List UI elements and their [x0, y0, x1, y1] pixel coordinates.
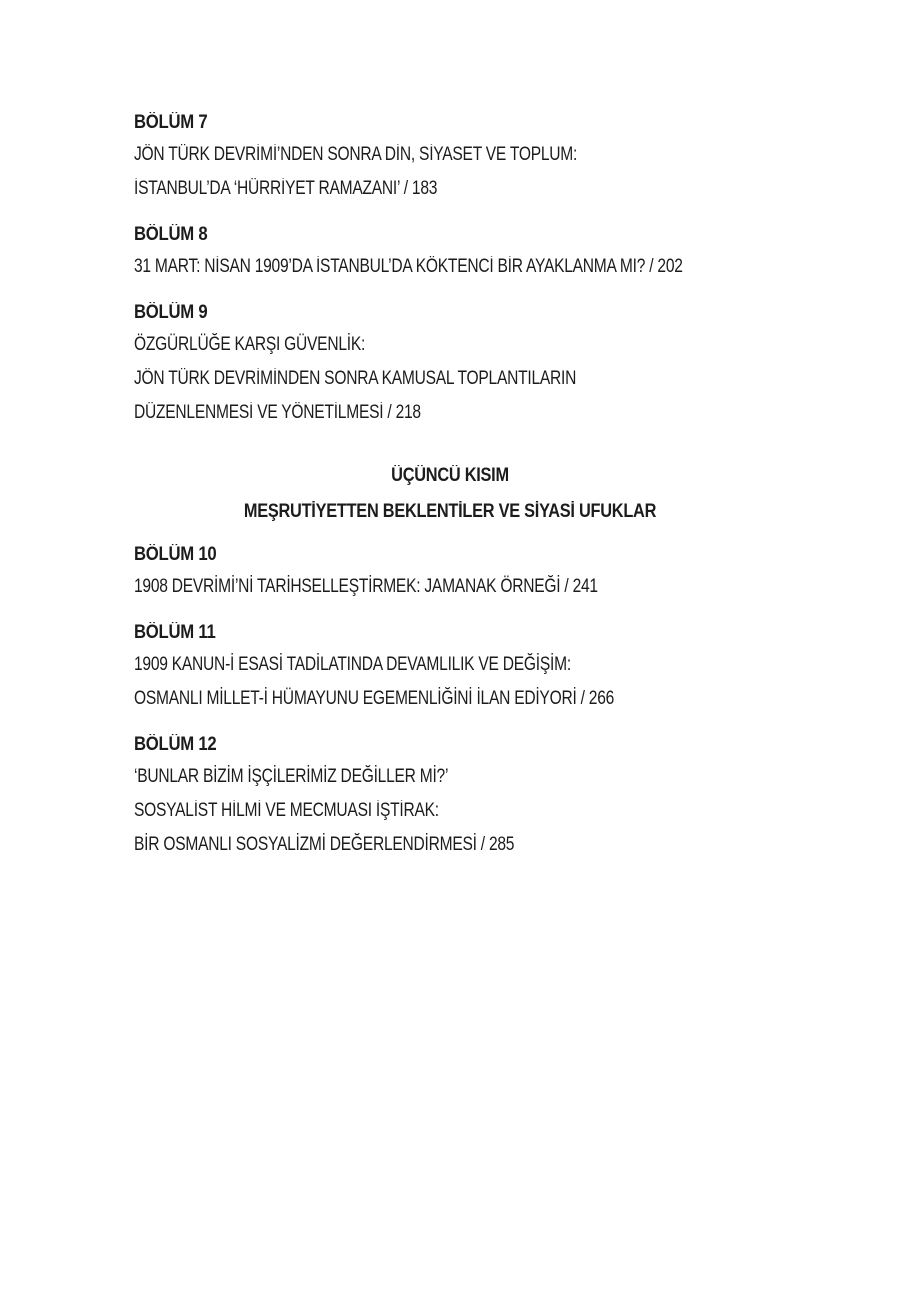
chapter-label: BÖLÜM 7 — [134, 112, 208, 133]
chapter-entry-8 — [134, 220, 834, 284]
chapter-title-line: 31 MART: NİSAN 1909’DA İSTANBUL’DA KÖKTENCİ BİR AYAKLANMA MI? / 202 — [134, 256, 683, 277]
chapter-label: BÖLÜM 8 — [134, 224, 208, 245]
part-subtitle: MEŞRUTİYETTEN BEKLENTİLER VE SİYASİ UFUKLAR — [243, 501, 657, 522]
chapter-title-line: ‘BUNLAR BİZİM İŞÇİLERİMİZ DEĞİLLER Mİ?’ — [134, 766, 449, 787]
chapter-entry-11 — [134, 618, 834, 716]
chapter-entry-7 — [134, 108, 834, 206]
chapter-title-line: SOSYALİST HİLMİ VE MECMUASI İŞTİRAK: — [134, 800, 439, 821]
chapter-entry-10 — [134, 540, 834, 604]
chapter-label: BÖLÜM 9 — [134, 302, 208, 323]
part-heading — [134, 458, 766, 530]
chapter-title-line: İSTANBUL’DA ‘HÜRRİYET RAMAZANI’ / 183 — [134, 178, 438, 199]
chapter-title-line: BİR OSMANLI SOSYALİZMİ DEĞERLENDİRMESİ / 285 — [134, 834, 515, 855]
chapter-title-line: JÖN TÜRK DEVRİMİNDEN SONRA KAMUSAL TOPLANTILARIN — [134, 368, 577, 389]
chapter-entry-12 — [134, 730, 834, 862]
chapter-label: BÖLÜM 11 — [134, 622, 216, 643]
chapter-label: BÖLÜM 10 — [134, 544, 217, 565]
chapter-title-line: JÖN TÜRK DEVRİMİ’NDEN SONRA DİN, SİYASET VE TOPLUM: — [134, 144, 578, 165]
chapter-title-line: DÜZENLENMESİ VE YÖNETİLMESİ / 218 — [134, 402, 421, 423]
chapter-label: BÖLÜM 12 — [134, 734, 217, 755]
chapter-title-line: 1908 DEVRİMİ’Nİ TARİHSELLEŞTİRMEK: JAMANAK ÖRNEĞİ / 241 — [134, 576, 598, 597]
table-of-contents — [134, 108, 834, 876]
chapter-title-line: OSMANLI MİLLET-İ HÜMAYUNU EGEMENLİĞİNİ İLAN EDİYORİ / 266 — [134, 688, 615, 709]
chapter-entry-9 — [134, 298, 834, 430]
chapter-title-line: 1909 KANUN-İ ESASİ TADİLATINDA DEVAMLILIK VE DEĞİŞİM: — [134, 654, 571, 675]
chapter-title-line: ÖZGÜRLÜĞE KARŞI GÜVENLİK: — [134, 334, 366, 355]
part-title: ÜÇÜNCÜ KISIM — [391, 465, 509, 486]
